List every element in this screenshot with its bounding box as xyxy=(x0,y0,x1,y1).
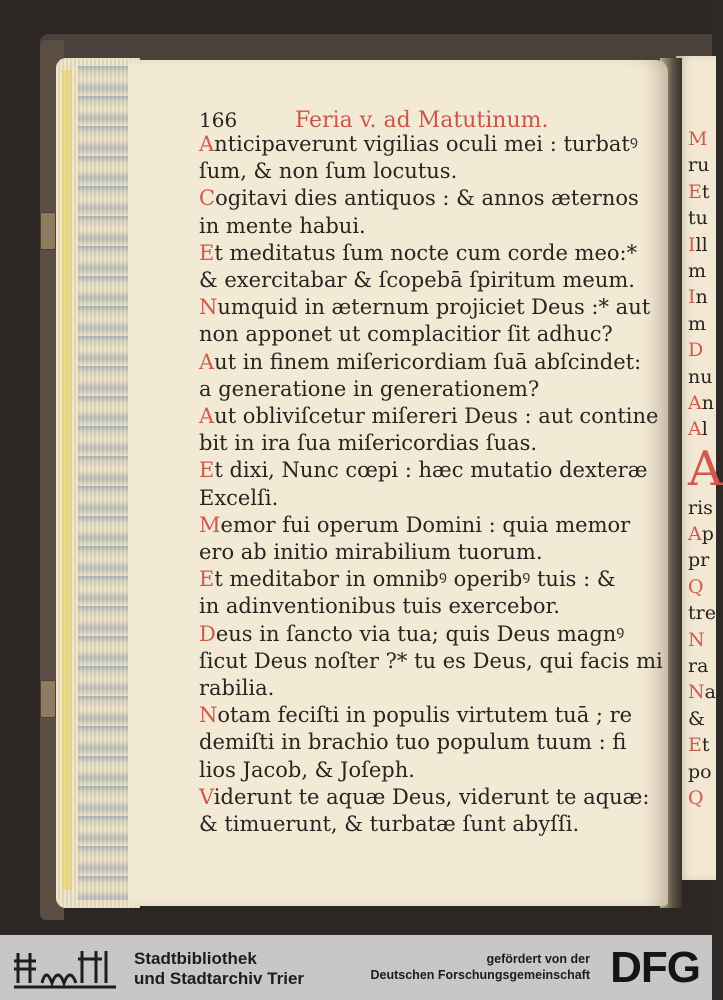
facing-line-fragment xyxy=(688,759,718,785)
rubric-initial: A xyxy=(688,418,702,441)
verse-text: demiſti in brachio tuo populum tuum : fi xyxy=(199,730,627,755)
fragment-text: l xyxy=(701,418,708,441)
dfg-logo: DFG xyxy=(610,943,700,992)
fragment-text: ll xyxy=(695,233,708,256)
facing-line-fragment xyxy=(688,232,718,258)
facing-line-fragment xyxy=(688,600,718,626)
library-name-line1: Stadtbibliothek xyxy=(134,949,257,968)
facing-line-fragment xyxy=(688,258,718,284)
rubric-initial: E xyxy=(199,458,215,483)
verse-text: ſum, & non ſum locutus. xyxy=(199,159,458,184)
verse-text: otam feciſti in populis virtutem tuā ; re xyxy=(217,703,633,728)
facing-line-fragment xyxy=(688,337,718,363)
verse-line xyxy=(199,811,667,838)
rubric-initial: N xyxy=(688,681,705,704)
verse-line xyxy=(199,648,667,675)
verse-line xyxy=(199,213,667,240)
verse-text: emor fui operum Domini : quia memor xyxy=(220,512,631,537)
verse-line xyxy=(199,702,667,729)
verse-text: ogitavi dies antiquos : & annos æternos xyxy=(215,186,639,211)
verse-line xyxy=(199,294,667,321)
sponsor-line1: gefördert von der xyxy=(486,952,590,966)
fragment-text: m xyxy=(688,259,707,282)
facing-line-fragment xyxy=(688,495,718,521)
fragment-text: ru xyxy=(688,154,710,177)
fragment-text: ris xyxy=(688,496,713,519)
facing-line-fragment xyxy=(688,205,718,231)
gilt-edge xyxy=(62,70,72,890)
verse-text: ſicut Deus noſter ?* tu es Deus, qui facis mi xyxy=(199,648,663,673)
verse-text: a generatione in generationem? xyxy=(199,376,540,401)
verse-text: lios Jacob, & Joſeph. xyxy=(199,757,415,782)
verse-line xyxy=(199,267,667,294)
verse-text: t meditabor in omnibꝰ operibꝰ tuis : & xyxy=(214,567,616,592)
facing-line-fragment xyxy=(688,416,718,442)
fragment-text: p xyxy=(701,523,714,546)
facing-line-fragment xyxy=(688,364,718,390)
fragment-text: nu xyxy=(688,365,713,388)
rubric-initial: A xyxy=(199,404,215,429)
footer-bar xyxy=(0,935,712,1000)
verse-text: rabilia. xyxy=(199,676,275,701)
verse-line xyxy=(199,675,667,702)
fragment-text: ra xyxy=(688,655,709,678)
verse-text: umquid in æternum projiciet Deus :* aut xyxy=(217,295,651,320)
library-name-line2: und Stadtarchiv Trier xyxy=(134,969,305,988)
rubric-initial: N xyxy=(199,295,218,320)
clasp-upper xyxy=(40,212,56,250)
rubric-initial: N xyxy=(688,628,705,651)
verse-text: ut in finem miſericordiam ſuā abſcindet: xyxy=(214,349,642,374)
fragment-text: n xyxy=(695,286,708,309)
rubric-initial: A xyxy=(199,132,215,156)
verse-line xyxy=(199,349,667,376)
facing-line-fragment xyxy=(688,574,718,600)
sponsor-line2: Deutschen Forschungsgemeinschaft xyxy=(370,968,590,982)
running-header xyxy=(199,108,548,133)
fragment-text: & xyxy=(688,707,705,730)
verse-line xyxy=(199,566,667,593)
verse-text: & exercitabar & ſcopebā ſpiritum meum. xyxy=(199,268,635,293)
verse-text: t dixi, Nunc cœpi : hæc mutatio dexteræ xyxy=(214,458,648,483)
facing-line-fragment xyxy=(688,706,718,732)
facing-line-fragment xyxy=(688,653,718,679)
verse-line xyxy=(199,240,667,267)
fragment-text: tu xyxy=(688,207,708,230)
verse-text: bit in ira ſua miſericordias ſuas. xyxy=(199,431,538,456)
sponsor-credit xyxy=(371,951,591,983)
rubric-initial: E xyxy=(688,734,702,757)
rubric-initial: E xyxy=(688,180,702,203)
verse-text: t meditatus ſum nocte cum corde meo:* xyxy=(214,240,638,265)
facing-line-fragment xyxy=(688,126,718,152)
facing-line-fragment xyxy=(688,179,718,205)
rubric-initial: C xyxy=(199,186,216,211)
rubric-initial: V xyxy=(199,784,214,809)
psalm-text xyxy=(199,131,667,838)
rubric-initial: E xyxy=(199,567,215,592)
facing-line-fragment xyxy=(688,679,718,705)
verse-line xyxy=(199,539,667,566)
fragment-text: a xyxy=(704,681,716,704)
verse-line xyxy=(199,485,667,512)
rubric-initial: A xyxy=(688,440,723,497)
library-name xyxy=(134,949,304,989)
rubric-initial: Q xyxy=(688,786,704,809)
verse-line xyxy=(199,131,667,158)
verse-text: iderunt te aquæ Deus, viderunt te aquæ: xyxy=(213,784,650,809)
facing-line-fragment xyxy=(688,311,718,337)
verse-text: ero ab initio mirabilium tuorum. xyxy=(199,540,543,565)
rubric-initial: A xyxy=(199,349,215,374)
clasp-lower xyxy=(40,680,56,718)
verse-line xyxy=(199,376,667,403)
verse-line xyxy=(199,729,667,756)
verse-line xyxy=(199,593,667,620)
rubric-initial: M xyxy=(199,512,221,537)
facing-line-fragment xyxy=(688,732,718,758)
verse-text: Excelſi. xyxy=(199,485,279,510)
verse-text: in adinventionibus tuis exercebor. xyxy=(199,594,560,619)
fragment-text: pr xyxy=(688,549,710,572)
verse-line xyxy=(199,185,667,212)
verse-line xyxy=(199,321,667,348)
fragment-text: tre xyxy=(688,602,716,625)
rubric-initial: D xyxy=(199,621,216,646)
verse-text: ut obliviſcetur miſereri Deus : aut contine xyxy=(214,404,659,429)
fragment-text: t xyxy=(701,734,710,757)
fragment-text: po xyxy=(688,760,712,783)
facing-page-text-fragments xyxy=(688,126,723,811)
rubric-initial: A xyxy=(688,523,702,546)
rubric-initial: A xyxy=(688,391,702,414)
fragment-text: n xyxy=(701,391,714,414)
facing-line-fragment xyxy=(688,547,718,573)
verse-line xyxy=(199,430,667,457)
running-title: Feria v. ad Matutinum. xyxy=(295,108,549,133)
verse-line xyxy=(199,784,667,811)
verse-line xyxy=(199,158,667,185)
facing-line-fragment xyxy=(688,152,718,178)
verse-text: in mente habui. xyxy=(199,213,366,238)
verse-line xyxy=(199,457,667,484)
rubric-initial: Q xyxy=(688,575,704,598)
facing-line-fragment xyxy=(688,390,718,416)
verse-text: eus in ſancto via tua; quis Deus magnꝰ xyxy=(215,621,625,646)
rubric-initial: D xyxy=(688,339,704,362)
facing-line-fragment xyxy=(688,440,723,497)
rubric-initial: I xyxy=(688,286,696,309)
verse-line xyxy=(199,512,667,539)
facing-line-fragment xyxy=(688,284,718,310)
verse-text: & timuerunt, & turbatæ ſunt abyſſi. xyxy=(199,812,580,837)
facing-line-fragment xyxy=(688,627,718,653)
verse-text: nticipaverunt vigilias oculi mei : turbatꝰ xyxy=(214,132,638,156)
rubric-initial: N xyxy=(199,703,218,728)
facing-line-fragment xyxy=(688,785,718,811)
rubric-initial: E xyxy=(199,240,215,265)
page-number: 166 xyxy=(199,108,238,132)
rubric-initial: I xyxy=(688,233,696,256)
verse-line xyxy=(199,621,667,648)
facing-line-fragment xyxy=(688,521,718,547)
fragment-text: t xyxy=(701,180,710,203)
verse-line xyxy=(199,757,667,784)
fragment-text: m xyxy=(688,312,707,335)
verse-line xyxy=(199,403,667,430)
verse-text: non apponet ut complacitior ſit adhuc? xyxy=(199,322,613,347)
stadtbibliothek-logo-icon xyxy=(12,943,122,993)
rubric-initial: M xyxy=(688,128,708,150)
